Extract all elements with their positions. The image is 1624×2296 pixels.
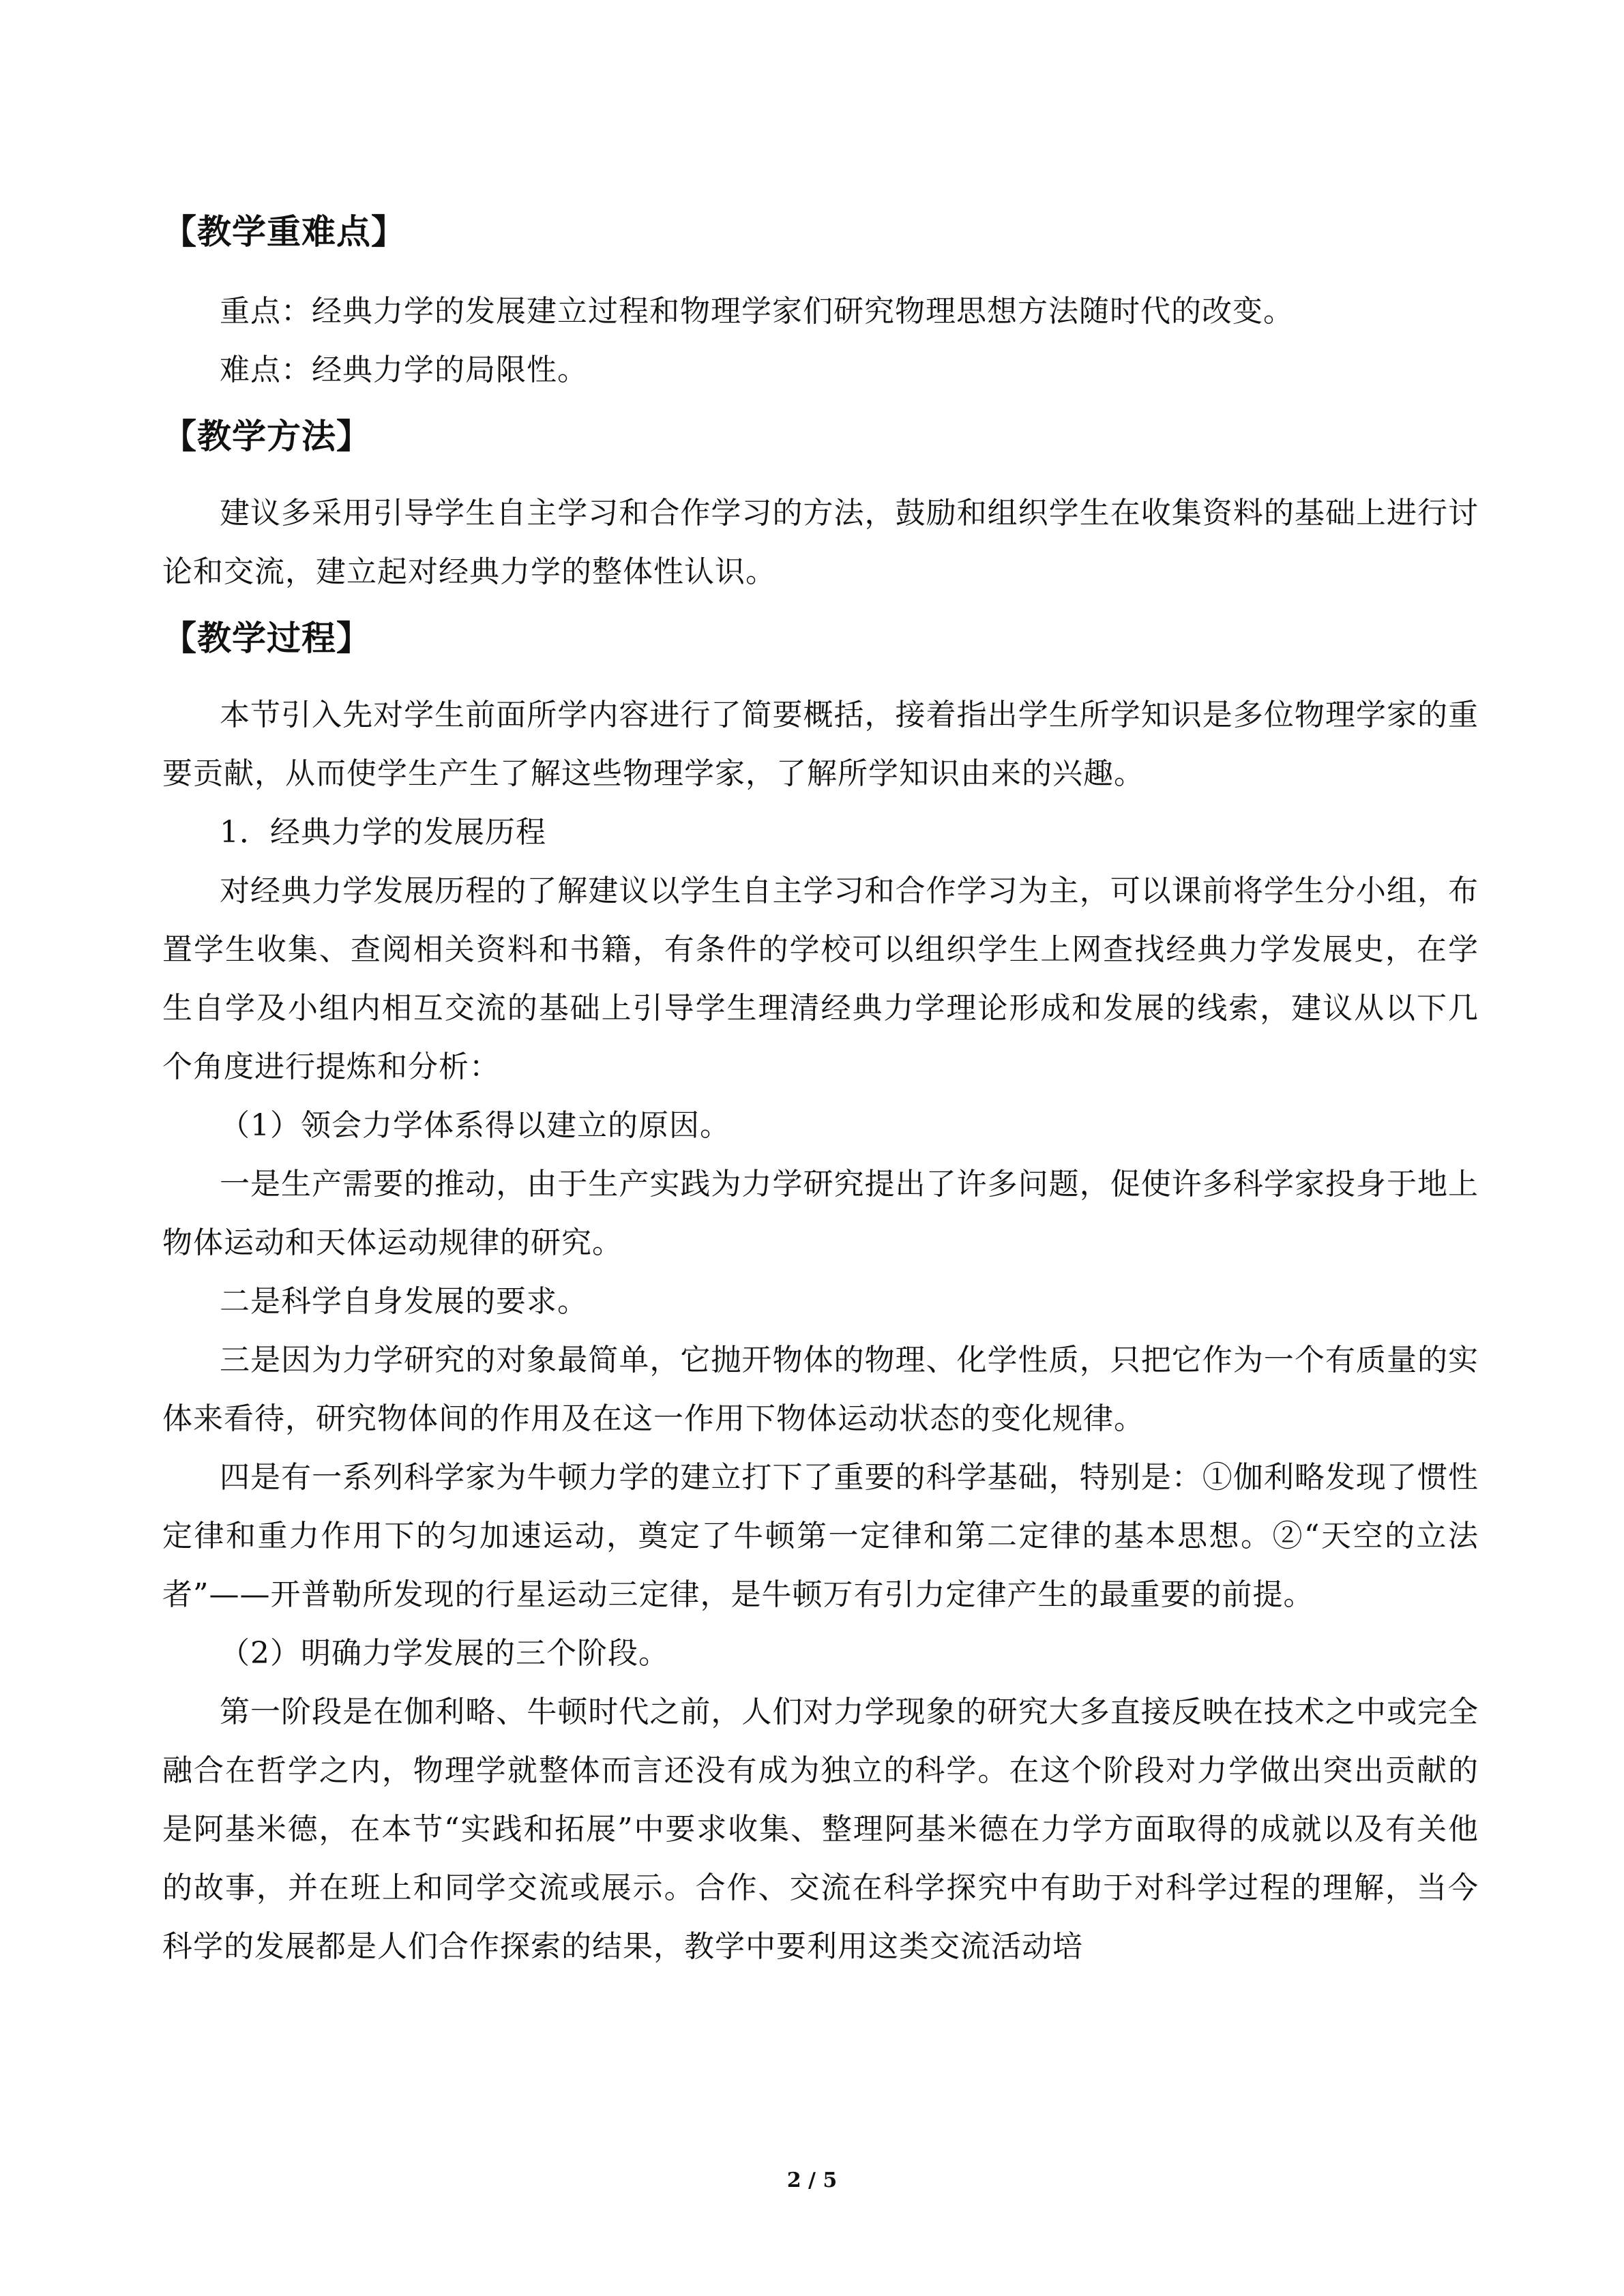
paragraph-reason-2: 二是科学自身发展的要求。: [220, 1284, 588, 1319]
paragraph-stage-1: 第一阶段是在伽利略、牛顿时代之前，人们对力学现象的研究大多直接反映在技术之中或完全融合在哲学之内，物理学就整体而言还没有成为独立的科学。在这个阶段对力学做出突出贡献的是阿基米德，在本节“实践和拓展”中要求收集、整理阿基米德在力学方面取得的成就以及有关他的故事，并在班上和同学交流或展示。合作、交流在科学探究中有助于对科学过程的理解，当今科学的发展都是人们合作探索的结果，教学中要利用这类交流活动培: [162, 1695, 1479, 1964]
paragraph-subheading-history: 1．经典力学的发展历程: [220, 815, 546, 850]
paragraph-difficult-point: 难点：经典力学的局限性。: [220, 353, 588, 387]
paragraph-reason-1: 一是生产需要的推动，由于生产实践为力学研究提出了许多问题，促使许多科学家投身于地上物体运动和天体运动规律的研究。: [162, 1167, 1479, 1260]
page-content: [162, 205, 1479, 1976]
paragraph-reason-4: 四是有一系列科学家为牛顿力学的建立打下了重要的科学基础，特别是：①伽利略发现了惯性定律和重力作用下的匀加速运动，奠定了牛顿第一定律和第二定律的基本思想。②“天空的立法者”——开普勒所发现的行星运动三定律，是牛顿万有引力定律产生的最重要的前提。: [162, 1460, 1479, 1612]
heading-process: 【教学过程】: [162, 618, 371, 658]
paragraph-stages-title: （2）明确力学发展的三个阶段。: [220, 1636, 669, 1671]
heading-key-points: 【教学重难点】: [162, 212, 406, 252]
paragraph-key-point: 重点：经典力学的发展建立过程和物理学家们研究物理思想方法随时代的改变。: [220, 294, 1294, 329]
paragraph-methods: 建议多采用引导学生自主学习和合作学习的方法，鼓励和组织学生在收集资料的基础上进行讨论和交流，建立起对经典力学的整体性认识。: [162, 496, 1479, 589]
paragraph-reason-title: （1）领会力学体系得以建立的原因。: [220, 1108, 730, 1143]
heading-methods: 【教学方法】: [162, 417, 371, 456]
paragraph-intro: 本节引入先对学生前面所学内容进行了简要概括，接着指出学生所学知识是多位物理学家的重要贡献，从而使学生产生了解这些物理学家，了解所学知识由来的兴趣。: [162, 698, 1479, 791]
page-number: 2 / 5: [786, 2168, 838, 2192]
paragraph-reason-3: 三是因为力学研究的对象最简单，它抛开物体的物理、化学性质，只把它作为一个有质量的实体来看待，研究物体间的作用及在这一作用下物体运动状态的变化规律。: [162, 1343, 1479, 1436]
paragraph-history: 对经典力学发展历程的了解建议以学生自主学习和合作学习为主，可以课前将学生分小组，布置学生收集、查阅相关资料和书籍，有条件的学校可以组织学生上网查找经典力学发展史，在学生自学及小组内相互交流的基础上引导学生理清经典力学理论形成和发展的线索，建议从以下几个角度进行提炼和分析：: [162, 874, 1479, 1084]
